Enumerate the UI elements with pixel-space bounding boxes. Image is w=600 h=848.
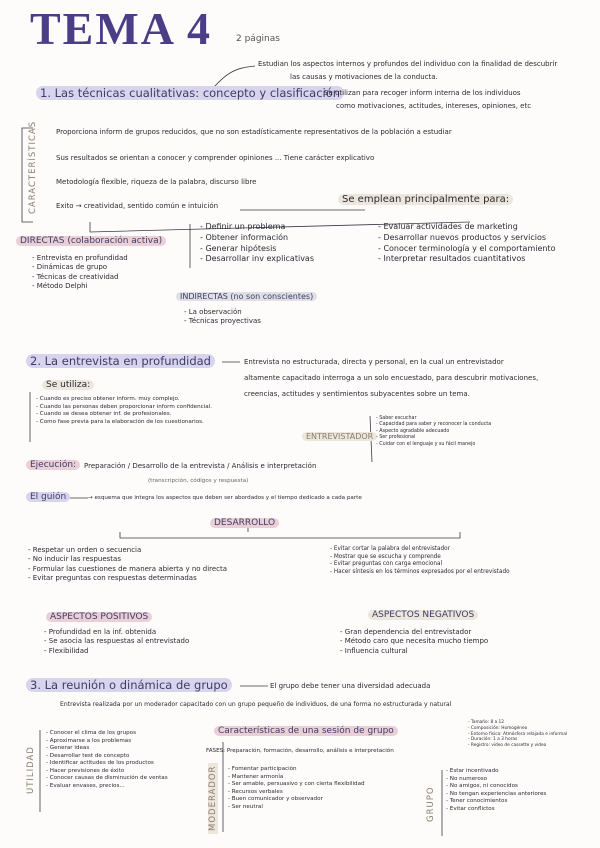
list-item: - Saber escuchar	[376, 416, 491, 422]
caracteristica-1: Proporciona inform de grupos reducidos, que no son estadísticamente representativos de la población a estudiar	[56, 128, 452, 136]
positivos-list	[44, 628, 189, 656]
list-item: - Buen comunicador y observador	[228, 796, 365, 804]
list-item: - Tamaño: 8 a 12	[468, 720, 567, 726]
negativos-heading: ASPECTOS NEGATIVOS	[368, 610, 478, 620]
section-1-heading: 1. Las técnicas cualitativas: concepto y clasificación	[36, 86, 344, 100]
list-item: - Generar ideas	[46, 745, 168, 753]
list-item: - Cuando es preciso obtener inform. muy complejo.	[36, 396, 212, 404]
guion-text: → esquema que integra los aspectos que deben ser abordados y el tiempo dedicado a cada parte	[88, 495, 362, 501]
grupo-list	[446, 768, 546, 813]
list-item: - No numeroso	[446, 776, 546, 784]
ejecucion-note: (transcripción, códigos y respuesta)	[148, 478, 249, 484]
list-item: - No inducir las respuestas	[28, 555, 227, 564]
list-item: - Fomentar participación	[228, 766, 365, 774]
list-item: - Evaluar envases, precios...	[46, 783, 168, 791]
list-item: - Tener conocimientos	[446, 798, 546, 806]
list-item: - Método Delphi	[32, 282, 128, 291]
uses-list-1	[200, 222, 314, 265]
uses-heading: Se emplean principalmente para:	[338, 194, 513, 205]
list-item: - Hacer previsiones de éxito	[46, 768, 168, 776]
section-3-heading: 3. La reunión o dinámica de grupo	[26, 678, 232, 692]
list-item: - Evitar preguntas con respuestas determinadas	[28, 574, 227, 583]
desarrollo-heading: DESARROLLO	[210, 518, 279, 528]
list-item: - Desarrollar inv explicativas	[200, 254, 314, 265]
list-item: - Desarrollar test de concepto	[46, 753, 168, 761]
list-item: - Evitar cortar la palabra del entrevistador	[330, 546, 510, 554]
list-item: - Dinámicas de grupo	[32, 263, 128, 272]
page-title: TEMA 4	[30, 3, 212, 54]
fases-text: FASES: Preparación, formación, desarrollo, análisis e interpretación	[206, 748, 394, 754]
list-item: - Estar incentivado	[446, 768, 546, 776]
list-item: - Mostrar que se escucha y comprende	[330, 554, 510, 562]
moderador-list	[228, 766, 365, 811]
directas-heading: DIRECTAS (colaboración activa)	[16, 236, 166, 246]
directas-list	[32, 254, 128, 292]
list-item: - Identificar actitudes de los productos	[46, 760, 168, 768]
s3-note: El grupo debe tener una diversidad adecuada	[270, 682, 431, 690]
list-item: - Definir un problema	[200, 222, 314, 233]
list-item: - Evaluar actividades de marketing	[378, 222, 555, 233]
list-item: - Registro: video de cassette y video	[468, 743, 567, 749]
list-item: - Como fase previa para la elaboración de los cuestionarios.	[36, 419, 212, 427]
list-item: - Ser neutral	[228, 804, 365, 812]
caract-side-list	[468, 720, 567, 749]
list-item: - Cuando las personas deben proporcionar inform confidencial.	[36, 404, 212, 412]
desarrollo-right-list	[330, 546, 510, 577]
entrevistador-list	[376, 416, 491, 448]
list-item: - Duración: 1 a 3 horas	[468, 737, 567, 743]
definition-a-cont: las causas y motivaciones de la conducta.	[290, 73, 438, 81]
uses-list-2	[378, 222, 555, 265]
indirectas-list	[184, 308, 261, 327]
entrevistador-label: ENTREVISTADOR	[302, 432, 377, 441]
list-item: - Recursos verbales	[228, 789, 365, 797]
list-item: - Se asocia las respuestas al entrevistado	[44, 637, 189, 646]
list-item: - Mantener armonía	[228, 774, 365, 782]
negativos-list	[340, 628, 488, 656]
list-item: - Influencia cultural	[340, 647, 488, 656]
utilidad-list	[46, 730, 168, 790]
guion-label: El guión	[26, 492, 70, 502]
list-item: - Ser profesional	[376, 435, 491, 441]
list-item: - Composición: Homogéneo	[468, 726, 567, 732]
definition-b-cont: como motivaciones, actitudes, intereses, opiniones, etc	[336, 102, 532, 110]
list-item: - No amigos, ni conocidos	[446, 783, 546, 791]
list-item: - Capacidad para saber y reconocer la conducta	[376, 422, 491, 428]
grupo-label: GRUPO	[426, 786, 436, 822]
indirectas-heading: INDIRECTAS (no son conscientes)	[176, 292, 317, 301]
list-item: - Entrevista en profundidad	[32, 254, 128, 263]
s2-definition-2: altamente capacitado interroga a un solo encuestado, para descubrir motivaciones,	[244, 374, 539, 382]
list-item: - La observación	[184, 308, 261, 317]
desarrollo-left-list	[28, 546, 227, 584]
list-item: - Hacer síntesis en los términos expresados por el entrevistado	[330, 569, 510, 577]
list-item: - Cuidar con el lenguaje y su fácil manejo	[376, 442, 491, 448]
s2-definition-3: creencias, actitudes y sentimientos subyacentes sobre un tema.	[244, 390, 470, 398]
caracteristica-4: Exito → creatividad, sentido común e intuición	[56, 202, 219, 210]
positivos-heading: ASPECTOS POSITIVOS	[46, 612, 152, 622]
list-item: - Conocer el clima de los grupos	[46, 730, 168, 738]
caracteristicas-label: CARACTERÍSTICAS	[28, 120, 38, 214]
list-item: - Gran dependencia del entrevistador	[340, 628, 488, 637]
list-item: - Método caro que necesita mucho tiempo	[340, 637, 488, 646]
list-item: - Evitar conflictos	[446, 806, 546, 814]
caract-heading: Características de una sesión de grupo	[214, 726, 398, 736]
page-count: 2 páginas	[236, 34, 280, 44]
list-item: - Respetar un orden o secuencia	[28, 546, 227, 555]
definition-a: Estudian los aspectos internos y profundos del individuo con la finalidad de descubrir	[258, 60, 558, 68]
caracteristica-3: Metodología flexible, riqueza de la palabra, discurso libre	[56, 178, 257, 186]
ejecucion-text: Preparación / Desarrollo de la entrevista / Análisis e interpretación	[84, 462, 317, 470]
list-item: - Entorno físico: Atmósfera relajada e informal	[468, 732, 567, 738]
list-item: - Técnicas de creatividad	[32, 273, 128, 282]
list-item: - Formular las cuestiones de manera abierta y no directa	[28, 565, 227, 574]
list-item: - Técnicas proyectivas	[184, 317, 261, 326]
section-2-heading: 2. La entrevista en profundidad	[26, 354, 215, 368]
definition-b: Se utilizan para recoger inform interna de los individuos	[324, 89, 521, 97]
list-item: - Evitar preguntas con carga emocional	[330, 561, 510, 569]
list-item: - Aspecto agradable adecuado	[376, 429, 491, 435]
s3-definition: Entrevista realizada por un moderador capacitado con un grupo pequeño de individuos, de una forma no estructurada y natural	[60, 701, 452, 708]
s2-definition-1: Entrevista no estructurada, directa y personal, en la cual un entrevistador	[244, 358, 504, 366]
ejecucion-label: Ejecución:	[26, 460, 80, 470]
list-item: - Cuando se desea obtener inf. de profesionales.	[36, 411, 212, 419]
moderador-label: MODERADOR	[208, 763, 218, 834]
list-item: - Conocer terminología y el comportamiento	[378, 244, 555, 255]
list-item: - Generar hipótesis	[200, 244, 314, 255]
se-utiliza-list	[36, 396, 212, 426]
list-item: - Profundidad en la inf. obtenida	[44, 628, 189, 637]
list-item: - Interpretar resultados cuantitativos	[378, 254, 555, 265]
list-item: - Desarrollar nuevos productos y servicios	[378, 233, 555, 244]
list-item: - Ser amable, persuasivo y con cierta flexibilidad	[228, 781, 365, 789]
list-item: - Aproximarse a los problemas	[46, 738, 168, 746]
list-item: - Flexibilidad	[44, 647, 189, 656]
list-item: - No tengan experiencias anteriores	[446, 791, 546, 799]
list-item: - Conocer causas de disminución de ventas	[46, 775, 168, 783]
se-utiliza-heading: Se utiliza:	[42, 380, 94, 390]
list-item: - Obtener información	[200, 233, 314, 244]
caracteristica-2: Sus resultados se orientan a conocer y comprender opiniones ... Tiene carácter explicativo	[56, 154, 375, 162]
utilidad-label: UTILIDAD	[26, 746, 36, 794]
